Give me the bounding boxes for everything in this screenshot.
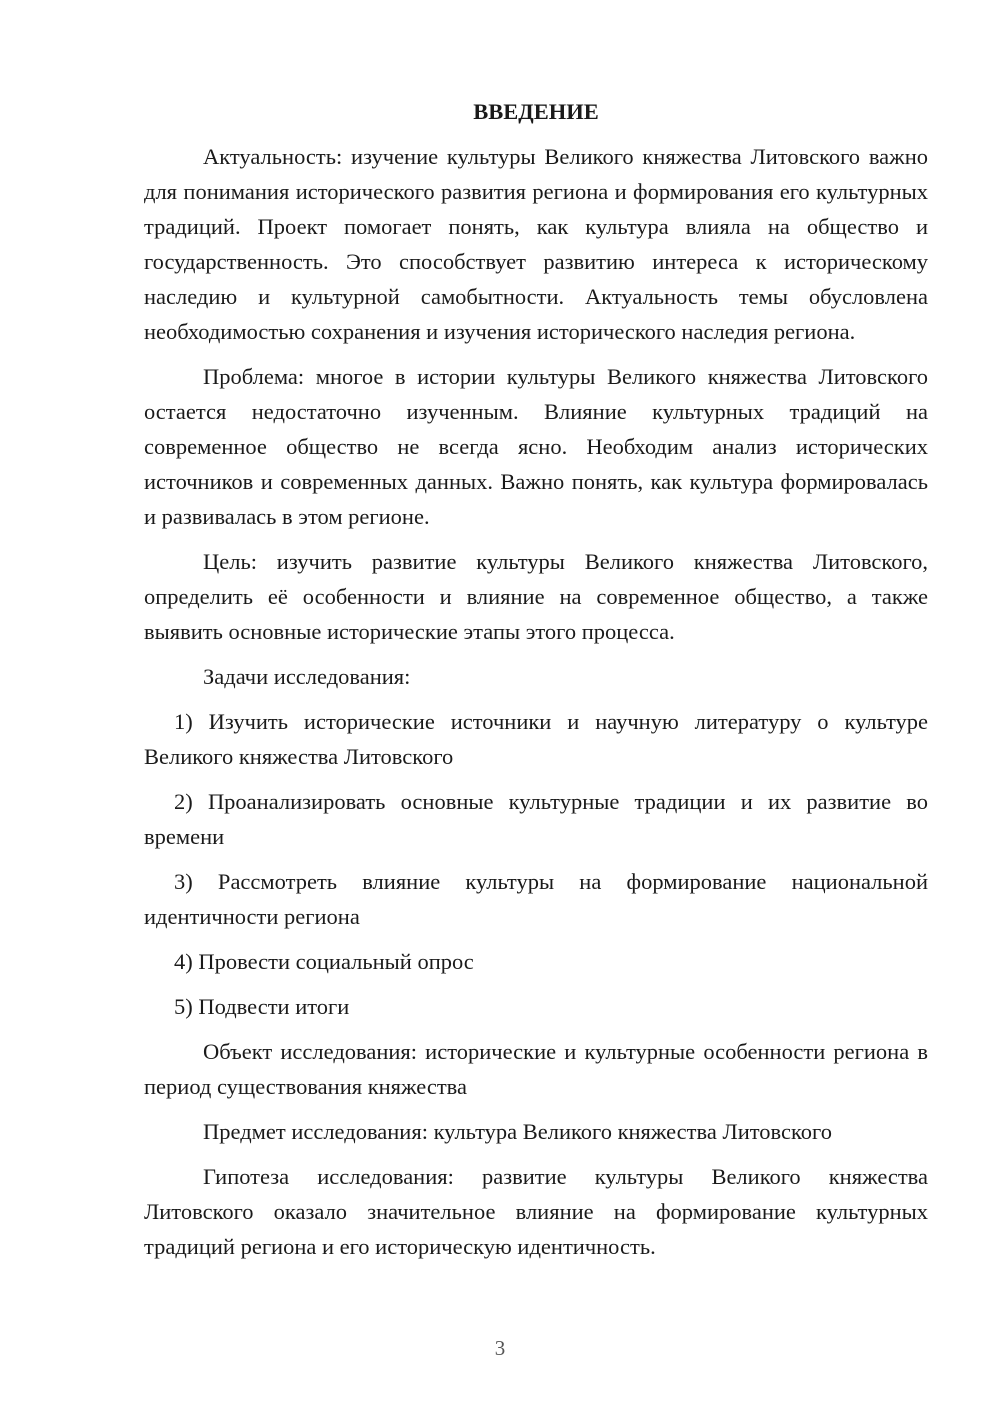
page-title: ВВЕДЕНИЕ [473,99,599,124]
paragraph-object: Объект исследования: исторические и культурные особенности региона в период существования княжества [144,1039,928,1099]
paragraph-relevance: Актуальность: изучение культуры Великого княжества Литовского важно для понимания исторического развития региона и формирования его культурных традиций. Проект помогает понять, как культура влияла на общество и государственность. Это способствует развитию интереса к историческому наследию и культурной самобытности. Актуальность темы обусловлена необходимостью сохранения и изучения исторического наследия региона. [144,144,928,344]
paragraph-problem: Проблема: многое в истории культуры Великого княжества Литовского остается недостаточно изученным. Влияние культурных традиций на современное общество не всегда ясно. Необходим анализ исторических источников и современных данных. Важно понять, как культура формировалась и развивалась в этом регионе. [144,364,928,529]
paragraph-hypothesis: Гипотеза исследования: развитие культуры Великого княжества Литовского оказало значительное влияние на формирование культурных традиций региона и его историческую идентичность. [144,1164,928,1259]
paragraph-tasks-heading: Задачи исследования: [203,664,411,689]
page-number: 3 [494,1336,506,1360]
task-item-1: 1) Изучить исторические источники и научную литературу о культуре Великого княжества Литовского [144,709,928,769]
task-item-2: 2) Проанализировать основные культурные традиции и их развитие во времени [144,789,928,849]
task-item-4: 4) Провести социальный опрос [174,949,474,974]
paragraph-goal: Цель: изучить развитие культуры Великого княжества Литовского, определить её особенности и влияние на современное общество, а также выявить основные исторические этапы этого процесса. [144,549,928,644]
paragraph-subject: Предмет исследования: культура Великого княжества Литовского [203,1119,832,1144]
task-item-5: 5) Подвести итоги [174,994,350,1019]
task-item-3: 3) Рассмотреть влияние культуры на формирование национальной идентичности региона [144,869,928,929]
page-content [144,94,928,1274]
